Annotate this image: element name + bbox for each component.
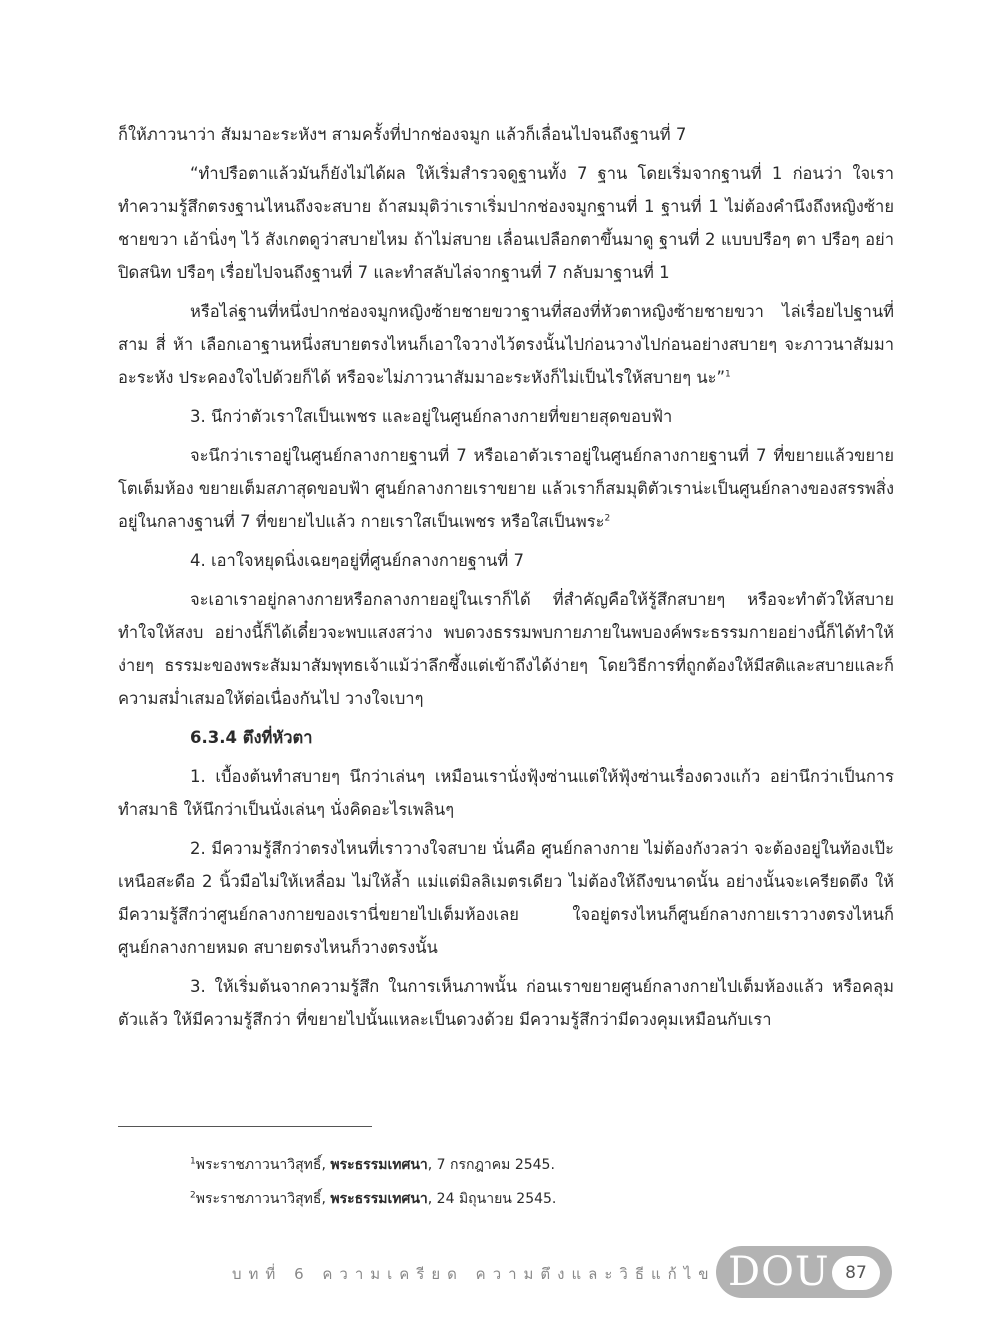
paragraph-1: ก็ให้ภาวนาว่า สัมมาอะระหังฯ สามครั้งที่ปากช่องจมูก แล้วก็เลื่อนไปจนถึงฐานที่ 7 — [118, 125, 687, 144]
footnote-1-num: 1 — [190, 1156, 196, 1167]
footnote-ref-2: 2 — [604, 513, 611, 524]
footnote-2-num: 2 — [190, 1190, 196, 1201]
footnote-2 — [190, 1184, 890, 1214]
paragraph-3-text: หรือไล่ฐานที่หนึ่งปากช่องจมูกหญิงซ้ายชายขวาฐานที่สองที่หัวตาหญิงซ้ายชายขวา ไล่เรื่อยไปฐานที่สาม สี่ ห้า เลือกเอาฐานหนึ่งสบายตรงไหนก็เอาใจวางไว้ตรงนั้นไปก่อนวางไปก่อนอย่างสบายๆ จะภาวนาสัมมาอะระหัง ประคองใจไปด้วยก็ได้ หรือจะไม่ภาวนาสัมมาอะระหังก็ไม่เป็นไรให้สบายๆ นะ” — [118, 302, 894, 387]
paragraph-7: จะเอาเราอยู่กลางกายหรือกลางกายอยู่ในเราก็ได้ ที่สำคัญคือให้รู้สึกสบายๆ หรือจะทำตัวให้สบายทำใจให้สงบ อย่างนี้ก็ได้เดี๋ยวจะพบแสงสว่าง พบดวงธรรมพบกายภายในพบองค์พระธรรมกายอย่างนี้ก็ได้ทำให้ง่ายๆ ธรรมะของพระสัมมาสัมพุทธเจ้าแม้ว่าลึกซึ้งแต่เข้าถึงได้ง่ายๆ โดยวิธีการที่ถูกต้องให้มีสติและสบายและก็ความสม่ำเสมอให้ต่อเนื่องกันไป วางใจเบาๆ — [118, 590, 894, 708]
footnote-1-author: พระราชภาวนาวิสุทธิ์, — [195, 1157, 326, 1173]
paragraph-9: 2. มีความรู้สึกว่าตรงไหนที่เราวางใจสบาย นั่นคือ ศูนย์กลางกาย ไม่ต้องกังวลว่า จะต้องอยู่ในท้องเป๊ะ เหนือสะดือ 2 นิ้วมือไม่ให้เหลื่อม ไม่ให้ล้ำ แม่แต่มิลลิเมตรเดียว ไม่ต้องให้ถึงขนาดนั้น อย่างนั้นจะเครียดตึง ให้มีความรู้สึกว่าศูนย์กลางกายของเรานี่ขยายไปเต็มห้องเลย ใจอยู่ตรงไหนก็ศูนย์กลางกายเราวางตรงไหนก็ศูนย์กลางกายหมด สบายตรงไหนก็วางตรงนั้น — [118, 839, 894, 957]
footnote-divider — [118, 1126, 372, 1127]
paragraph-6: 4. เอาใจหยุดนิ่งเฉยๆอยู่ที่ศูนย์กลางกายฐานที่ 7 — [190, 551, 525, 570]
dou-logo-text: DOU — [728, 1249, 830, 1295]
paragraph-5 — [118, 439, 894, 538]
footnote-1-date: , 7 กรกฎาคม 2545. — [427, 1157, 555, 1173]
footnote-1 — [190, 1150, 890, 1180]
footnote-1-title: พระธรรมเทศนา — [330, 1157, 428, 1173]
paragraph-2: “ทำปรือตาแล้วมันก็ยังไม่ได้ผล ให้เริ่มสำรวจดูฐานทั้ง 7 ฐาน โดยเริ่มจากฐานที่ 1 ก่อนว่า ใจเราทำความรู้สึกตรงฐานไหนถึงจะสบาย ถ้าสมมุติว่าเราเริ่มปากช่องจมูกฐานที่ 1 ฐานที่ 1 ไม่ต้องคำนึงถึงหญิงซ้าย ชายขวา เอ้านิ่งๆ ไว้ สังเกตดูว่าสบายไหม ถ้าไม่สบาย เลื่อนเปลือกตาขึ้นมาดู ฐานที่ 2 แบบปรือๆ ตา ปรือๆ อย่าปิดสนิท ปรือๆ เรื่อยไปจนถึงฐานที่ 7 และทำสลับไล่จากฐานที่ 7 กลับมาฐานที่ 1 — [118, 164, 894, 282]
footnote-ref-1: 1 — [725, 369, 731, 380]
page-number: 87 — [845, 1263, 867, 1283]
section-heading: 6.3.4 ตึงที่หัวตา — [190, 728, 313, 747]
footnote-2-author: พระราชภาวนาวิสุทธิ์, — [195, 1191, 326, 1207]
paragraph-4: 3. นึกว่าตัวเราใสเป็นเพชร และอยู่ในศูนย์กลางกายที่ขยายสุดขอบฟ้า — [190, 407, 673, 426]
footnote-2-title: พระธรรมเทศนา — [330, 1191, 428, 1207]
paragraph-10: 3. ให้เริ่มต้นจากความรู้สึก ในการเห็นภาพนั้น ก่อนเราขยายศูนย์กลางกายไปเต็มห้องแล้ว หรือคลุมตัวแล้ว ให้มีความรู้สึกว่า ที่ขยายไปนั้นแหละเป็นดวงด้วย มีความรู้สึกว่ามีดวงคุมเหมือนกับเรา — [118, 977, 894, 1029]
body-text — [118, 118, 894, 1042]
paragraph-8: 1. เบื้องต้นทำสบายๆ นึกว่าเล่นๆ เหมือนเรานั่งฟุ้งซ่านแต่ให้ฟุ้งซ่านเรื่องดวงแก้ว อย่านึกว่าเป็นการทำสมาธิ ให้นึกว่าเป็นนั่งเล่นๆ นั่งคิดอะไรเพลินๆ — [118, 767, 894, 819]
paragraph-5-text: จะนึกว่าเราอยู่ในศูนย์กลางกายฐานที่ 7 หรือเอาตัวเราอยู่ในศูนย์กลางกายฐานที่ 7 ที่ขยายแล้วขยายโตเต็มห้อง ขยายเต็มสภาสุดขอบฟ้า ศูนย์กลางกายเราขยาย แล้วเราก็สมมุติตัวเราน่ะเป็นศูนย์กลางของสรรพสิ่ง อยู่ในกลางฐานที่ 7 ที่ขยายไปแล้ว กายเราใสเป็นเพชร หรือใสเป็นพระ — [118, 446, 894, 531]
footnote-2-date: , 24 มิถุนายน 2545. — [427, 1191, 557, 1207]
footnotes — [190, 1150, 890, 1218]
footer-chapter-title: บทที่ 6 ความเครียด ความตึงและวิธีแก้ไข — [232, 1265, 716, 1283]
paragraph-3 — [118, 295, 894, 394]
